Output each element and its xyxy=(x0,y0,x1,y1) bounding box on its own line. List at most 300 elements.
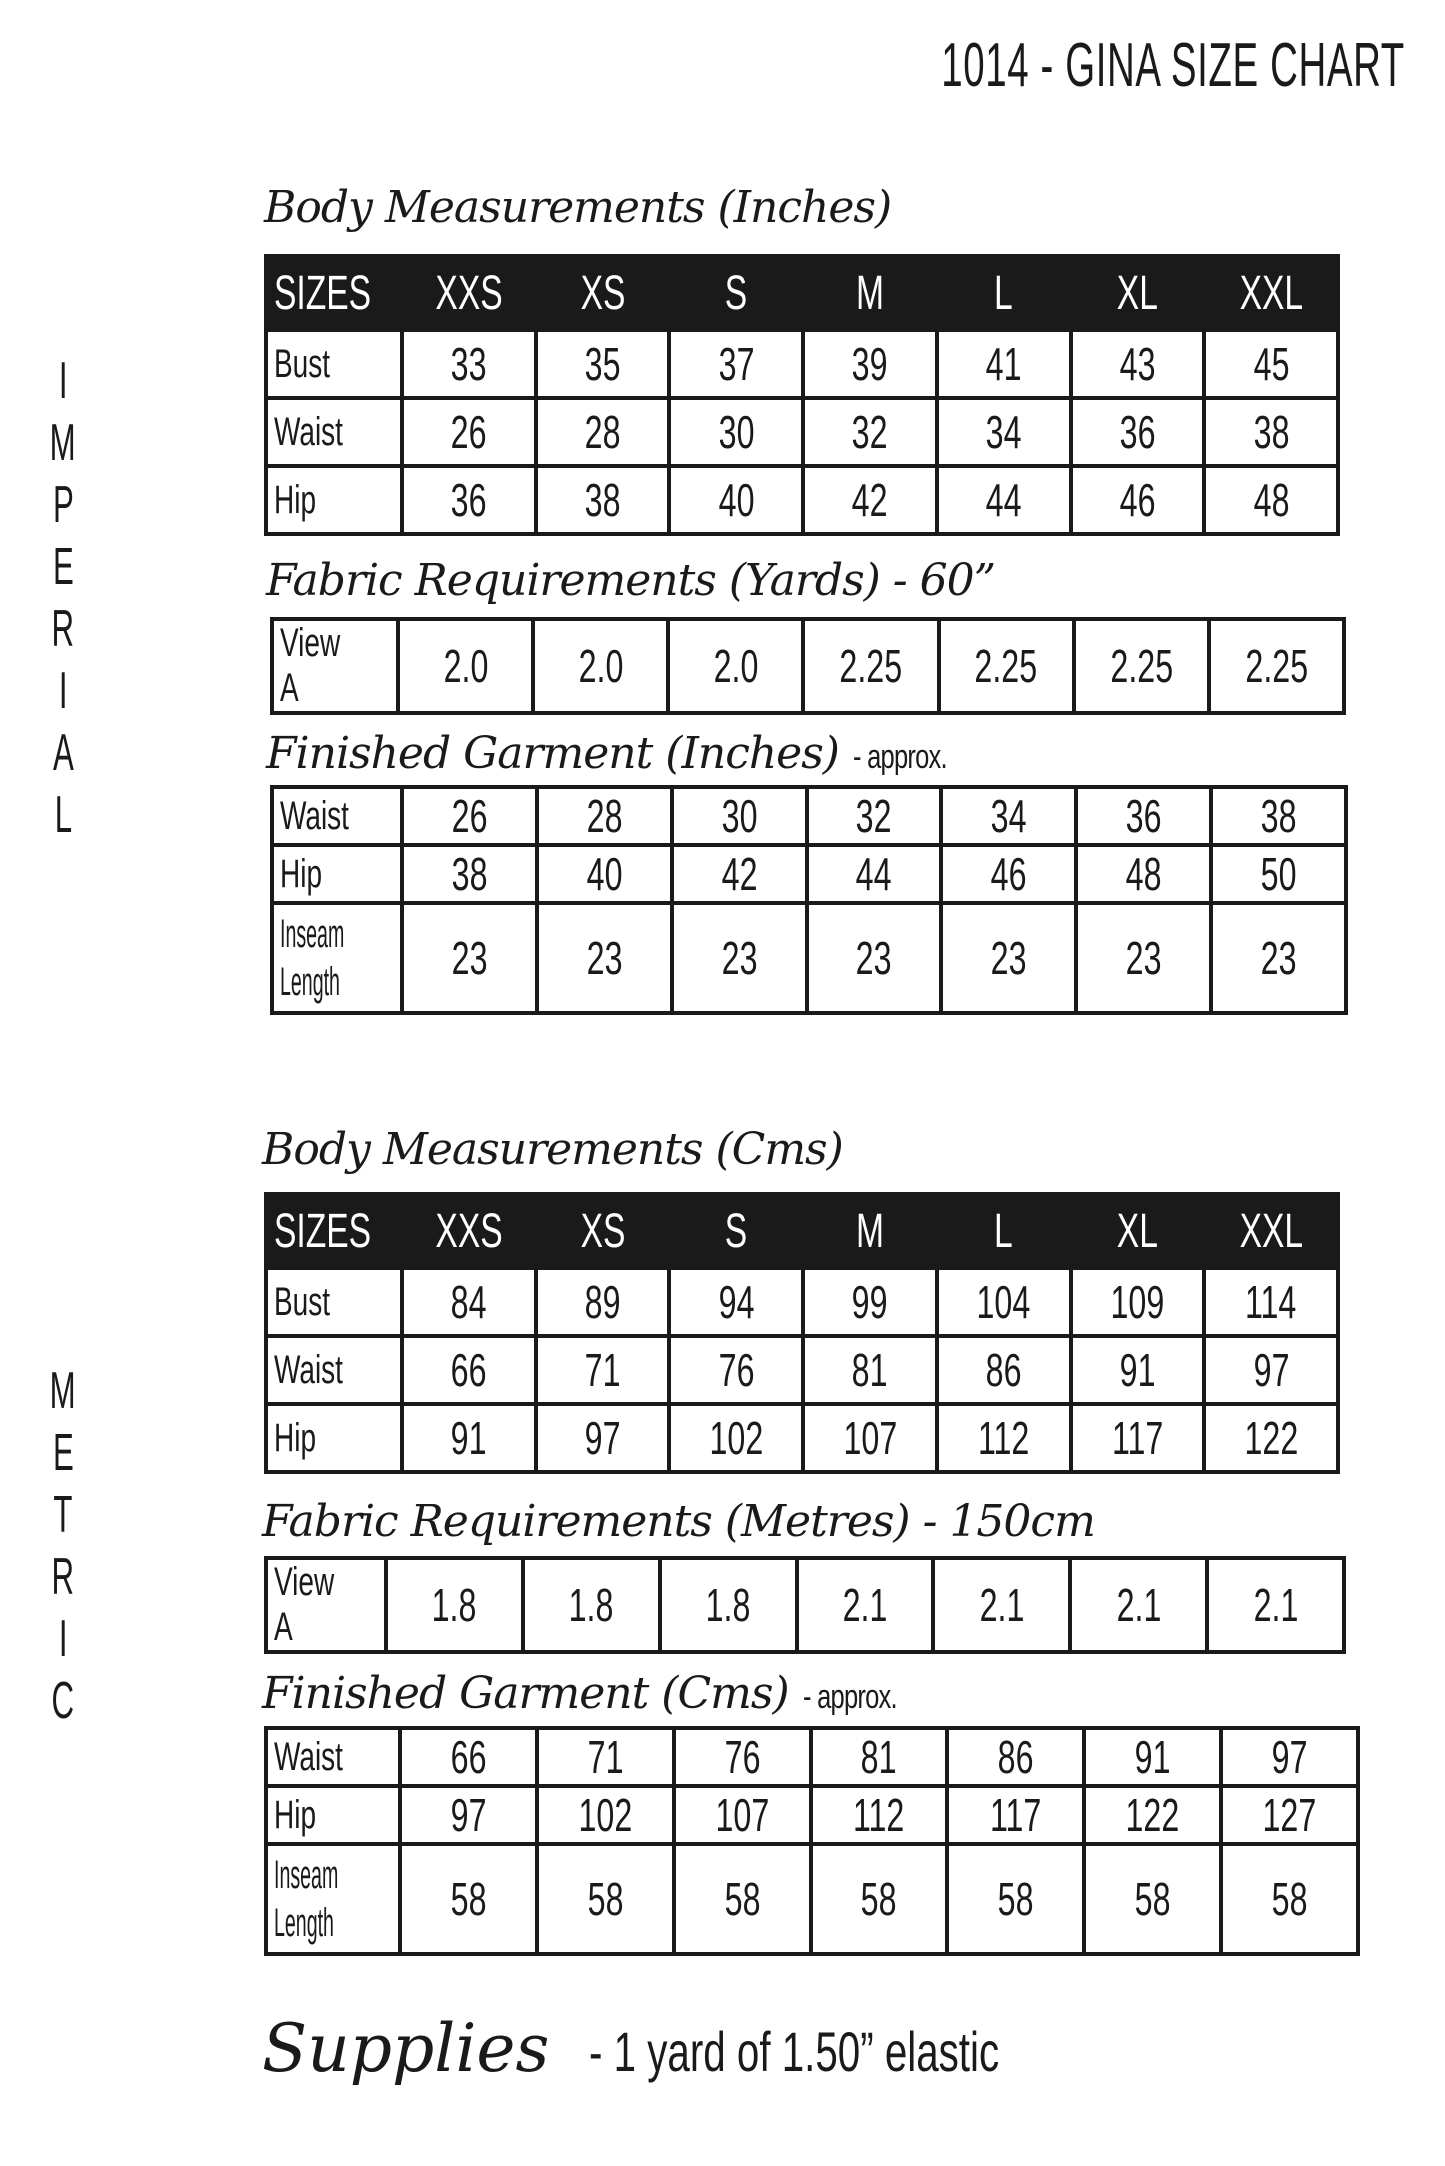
table-row xyxy=(266,466,1338,534)
table-cell xyxy=(803,330,937,398)
cell-text: 2.25 xyxy=(974,640,1038,692)
cell-text: 42 xyxy=(721,848,758,900)
page-title: 1014 - GINA SIZE CHART xyxy=(941,31,1405,100)
table-cell xyxy=(402,1336,536,1404)
table-cell xyxy=(537,1728,674,1786)
cell-text: 30 xyxy=(718,406,755,458)
table-cell xyxy=(807,787,942,845)
cell-text: Hip xyxy=(274,1415,317,1460)
table-cell xyxy=(941,787,1076,845)
cell-text: L xyxy=(994,1204,1014,1258)
cell-text: 58 xyxy=(587,1873,624,1925)
side-letter: P xyxy=(52,476,74,534)
table-cell xyxy=(1070,1558,1207,1652)
cell-text: XXL xyxy=(1239,266,1303,320)
cell-text: 36 xyxy=(1119,406,1156,458)
cell-text: XXS xyxy=(435,266,503,320)
table-cell xyxy=(1074,619,1209,713)
table-cell xyxy=(536,1404,670,1472)
table-cell xyxy=(1211,903,1346,1013)
table-cell xyxy=(536,1268,670,1336)
cell-text: 44 xyxy=(985,474,1022,526)
cell-text: 39 xyxy=(852,338,888,390)
table-cell xyxy=(672,903,807,1013)
table-row xyxy=(266,1268,1338,1336)
cell-text: 1.8 xyxy=(568,1579,614,1631)
cell-text: View A xyxy=(274,1560,335,1649)
metric-fabric-table xyxy=(264,1556,1346,1654)
cell-text: 91 xyxy=(450,1412,487,1464)
cell-text: 86 xyxy=(985,1344,1022,1396)
cell-text: 41 xyxy=(985,338,1022,390)
cell-text: 46 xyxy=(990,848,1027,900)
row-label xyxy=(266,398,402,466)
cell-text: 1.8 xyxy=(705,1579,751,1631)
table-cell xyxy=(807,845,942,903)
cell-text: 50 xyxy=(1260,848,1297,900)
table-cell xyxy=(674,1786,811,1844)
row-label xyxy=(266,330,402,398)
supplies-text: - 1 yard of 1.50” elastic xyxy=(589,2020,1000,2083)
cell-text: Waist xyxy=(274,1734,343,1779)
cell-text: 99 xyxy=(852,1276,888,1328)
cell-text: 35 xyxy=(584,338,621,390)
table-cell xyxy=(797,1558,934,1652)
cell-text: 112 xyxy=(977,1412,1030,1464)
cell-text: 38 xyxy=(584,474,621,526)
cell-text: 91 xyxy=(1119,1344,1156,1396)
table-cell xyxy=(669,1336,803,1404)
cell-text: 32 xyxy=(852,406,888,458)
header-cell xyxy=(266,256,402,330)
table-cell xyxy=(941,845,1076,903)
table-cell xyxy=(933,1558,1070,1652)
cell-text: 37 xyxy=(718,338,755,390)
cell-text: 58 xyxy=(450,1873,487,1925)
table-cell xyxy=(1076,787,1211,845)
table-cell xyxy=(1221,1728,1358,1786)
table-cell xyxy=(803,1336,937,1404)
header-cell xyxy=(669,256,803,330)
row-label xyxy=(272,903,402,1013)
cell-text: Hip xyxy=(274,1792,317,1837)
table-cell xyxy=(660,1558,797,1652)
table-cell xyxy=(937,1268,1071,1336)
header-cell xyxy=(536,256,670,330)
header-cell xyxy=(803,1194,937,1268)
cell-text: Length xyxy=(280,960,340,1004)
row-label xyxy=(266,466,402,534)
cell-text: 1.8 xyxy=(432,1579,477,1631)
cell-text: 102 xyxy=(709,1412,764,1464)
supplies-label: Supplies xyxy=(262,2010,550,2087)
cell-text: 117 xyxy=(1111,1412,1164,1464)
cell-text: 2.1 xyxy=(1253,1579,1298,1631)
row-label xyxy=(266,1336,402,1404)
cell-text: 2.1 xyxy=(979,1579,1025,1631)
table-cell xyxy=(803,466,937,534)
row-label xyxy=(266,1728,400,1786)
cell-text: 48 xyxy=(1125,848,1162,900)
cell-text: 58 xyxy=(1271,1873,1308,1925)
cell-text: XXS xyxy=(435,1204,503,1258)
cell-text: 91 xyxy=(1134,1731,1171,1783)
table-row xyxy=(272,787,1346,845)
header-cell xyxy=(669,1194,803,1268)
table-cell xyxy=(1071,398,1205,466)
cell-text: M xyxy=(855,1204,884,1258)
cell-text: 122 xyxy=(1244,1412,1298,1464)
table-cell xyxy=(533,619,668,713)
metric-body-heading: Body Measurements (Cms) xyxy=(262,1124,843,1175)
cell-text: M xyxy=(855,266,884,320)
table-cell xyxy=(937,330,1071,398)
sizes-header-row xyxy=(266,256,1338,330)
table-cell xyxy=(811,1728,948,1786)
cell-text: 23 xyxy=(451,932,488,984)
cell-text: 107 xyxy=(715,1789,769,1841)
approx-note: - approx. xyxy=(852,738,947,776)
metric-finished-heading xyxy=(262,1668,928,1719)
table-cell xyxy=(537,845,672,903)
row-label xyxy=(272,845,402,903)
table-cell xyxy=(402,787,537,845)
table-cell xyxy=(402,903,537,1013)
cell-text: XXL xyxy=(1239,1204,1303,1258)
cell-text: 76 xyxy=(718,1344,755,1396)
cell-text: 81 xyxy=(861,1731,897,1783)
table-cell xyxy=(1204,1336,1338,1404)
table-cell xyxy=(803,1268,937,1336)
imperial-body-table xyxy=(264,254,1340,536)
cell-text: 84 xyxy=(450,1276,487,1328)
imperial-side-label xyxy=(38,350,88,846)
cell-text: 40 xyxy=(586,848,623,900)
side-letter: I xyxy=(58,662,68,720)
table-cell xyxy=(937,466,1071,534)
cell-text: 28 xyxy=(586,790,623,842)
table-cell xyxy=(386,1558,523,1652)
table-cell xyxy=(402,330,536,398)
cell-text: 43 xyxy=(1119,338,1156,390)
table-cell xyxy=(537,1844,674,1954)
side-letter: M xyxy=(49,414,76,472)
cell-text: 58 xyxy=(861,1873,897,1925)
table-cell xyxy=(1071,1404,1205,1472)
heading-text: Finished Garment (Inches) xyxy=(266,728,839,779)
cell-text: XL xyxy=(1116,266,1158,320)
table-cell xyxy=(811,1786,948,1844)
table-cell xyxy=(1204,398,1338,466)
row-label xyxy=(266,1786,400,1844)
side-letter: M xyxy=(49,1362,76,1420)
cell-text xyxy=(274,1851,366,1947)
cell-text: 46 xyxy=(1119,474,1156,526)
table-cell xyxy=(669,1268,803,1336)
cell-text: Waist xyxy=(274,1347,343,1392)
table-cell xyxy=(1071,330,1205,398)
cell-text: 23 xyxy=(856,932,892,984)
cell-text: 76 xyxy=(724,1731,761,1783)
row-label xyxy=(266,1404,402,1472)
cell-text: Bust xyxy=(274,341,331,386)
cell-text: 109 xyxy=(1110,1276,1165,1328)
side-letter: E xyxy=(52,538,74,596)
cell-text: 127 xyxy=(1262,1789,1317,1841)
header-cell xyxy=(266,1194,402,1268)
cell-text: 97 xyxy=(1271,1731,1308,1783)
cell-text: 89 xyxy=(584,1276,621,1328)
table-cell xyxy=(1071,466,1205,534)
table-row xyxy=(266,1844,1358,1954)
table-cell xyxy=(536,330,670,398)
cell-text: 44 xyxy=(856,848,892,900)
table-cell xyxy=(1084,1844,1221,1954)
header-cell xyxy=(402,1194,536,1268)
table-cell xyxy=(1071,1268,1205,1336)
table-cell xyxy=(939,619,1074,713)
cell-text: Bust xyxy=(274,1279,331,1324)
cell-text: 2.25 xyxy=(839,640,903,692)
table-row xyxy=(266,1336,1338,1404)
cell-text: XS xyxy=(580,1204,625,1258)
table-cell xyxy=(1076,845,1211,903)
table-cell xyxy=(400,1786,537,1844)
row-label xyxy=(266,1558,386,1652)
cell-text: 2.0 xyxy=(578,640,624,692)
table-cell xyxy=(937,398,1071,466)
cell-text: 2.0 xyxy=(443,640,488,692)
cell-text: 23 xyxy=(1260,932,1297,984)
side-letter: I xyxy=(58,1610,68,1668)
sizes-header-row xyxy=(266,1194,1338,1268)
cell-text: 2.0 xyxy=(713,640,759,692)
cell-text: 30 xyxy=(721,790,758,842)
cell-text: 112 xyxy=(853,1789,905,1841)
table-cell xyxy=(811,1844,948,1954)
cell-text: Inseam xyxy=(280,912,345,956)
table-cell xyxy=(1204,1268,1338,1336)
header-cell xyxy=(1071,1194,1205,1268)
table-cell xyxy=(947,1844,1084,1954)
cell-text: 2.1 xyxy=(842,1579,888,1631)
cell-text: 117 xyxy=(990,1789,1042,1841)
table-row xyxy=(266,1404,1338,1472)
supplies-line xyxy=(262,2010,1159,2087)
table-cell xyxy=(672,787,807,845)
table-cell xyxy=(672,845,807,903)
cell-text: 48 xyxy=(1253,474,1290,526)
side-letter: R xyxy=(51,600,75,658)
approx-note: - approx. xyxy=(802,1678,897,1716)
table-cell xyxy=(536,466,670,534)
cell-text xyxy=(280,910,372,1006)
cell-text: 71 xyxy=(584,1344,621,1396)
cell-text: Hip xyxy=(274,477,317,522)
cell-text: 45 xyxy=(1253,338,1290,390)
row-label xyxy=(272,619,398,713)
cell-text: 122 xyxy=(1125,1789,1180,1841)
cell-text: 102 xyxy=(578,1789,633,1841)
table-cell xyxy=(1084,1728,1221,1786)
cell-text: XS xyxy=(580,266,625,320)
imperial-finished-table xyxy=(270,785,1348,1015)
table-cell xyxy=(937,1336,1071,1404)
cell-text: 97 xyxy=(584,1412,621,1464)
table-cell xyxy=(402,1268,536,1336)
cell-text: 86 xyxy=(997,1731,1034,1783)
cell-text: 34 xyxy=(990,790,1027,842)
table-cell xyxy=(674,1728,811,1786)
table-cell xyxy=(1076,903,1211,1013)
table-cell xyxy=(402,398,536,466)
side-letter: L xyxy=(54,786,72,844)
table-cell xyxy=(947,1786,1084,1844)
table-cell xyxy=(537,787,672,845)
cell-text: 38 xyxy=(1260,790,1297,842)
header-cell xyxy=(1204,256,1338,330)
table-cell xyxy=(674,1844,811,1954)
table-cell xyxy=(537,903,672,1013)
side-letter: A xyxy=(52,724,74,782)
cell-text: S xyxy=(725,266,748,320)
cell-text: 94 xyxy=(718,1276,755,1328)
table-cell xyxy=(947,1728,1084,1786)
table-cell xyxy=(669,398,803,466)
cell-text: L xyxy=(994,266,1014,320)
table-cell xyxy=(1221,1786,1358,1844)
cell-text: 26 xyxy=(451,790,488,842)
header-cell xyxy=(1204,1194,1338,1268)
cell-text: 58 xyxy=(997,1873,1034,1925)
cell-text: 34 xyxy=(985,406,1022,458)
header-cell xyxy=(937,256,1071,330)
cell-text: Hip xyxy=(280,851,323,896)
cell-text: 38 xyxy=(451,848,488,900)
cell-text: View A xyxy=(280,621,341,710)
cell-text: 58 xyxy=(724,1873,761,1925)
side-letter: E xyxy=(52,1424,74,1482)
table-row xyxy=(266,330,1338,398)
cell-text: Length xyxy=(274,1901,334,1945)
row-label xyxy=(272,787,402,845)
table-cell xyxy=(523,1558,660,1652)
cell-text: 26 xyxy=(450,406,487,458)
table-cell xyxy=(536,398,670,466)
table-row xyxy=(272,903,1346,1013)
table-cell xyxy=(669,330,803,398)
cell-text: Waist xyxy=(274,409,343,454)
cell-text: Inseam xyxy=(274,1853,339,1897)
side-letter: I xyxy=(58,352,68,410)
cell-text: 2.25 xyxy=(1109,640,1173,692)
table-row xyxy=(266,398,1338,466)
cell-text: 107 xyxy=(843,1412,897,1464)
table-cell xyxy=(1204,466,1338,534)
cell-text: 36 xyxy=(1125,790,1162,842)
table-cell xyxy=(537,1786,674,1844)
table-cell xyxy=(669,1404,803,1472)
table-cell xyxy=(400,1728,537,1786)
table-cell xyxy=(803,1404,937,1472)
table-row xyxy=(266,1728,1358,1786)
table-cell xyxy=(803,398,937,466)
table-cell xyxy=(402,466,536,534)
header-cell xyxy=(803,256,937,330)
side-letter: T xyxy=(53,1486,73,1544)
cell-text: 38 xyxy=(1253,406,1290,458)
cell-text: 97 xyxy=(1253,1344,1290,1396)
cell-text: 28 xyxy=(584,406,621,458)
table-cell xyxy=(941,903,1076,1013)
table-cell xyxy=(1204,330,1338,398)
header-cell xyxy=(937,1194,1071,1268)
imperial-body-heading: Body Measurements (Inches) xyxy=(264,182,892,233)
cell-text: 23 xyxy=(1125,932,1162,984)
metric-fabric-heading: Fabric Requirements (Metres) - 150cm xyxy=(262,1496,1095,1547)
table-cell xyxy=(668,619,803,713)
cell-text: 58 xyxy=(1134,1873,1171,1925)
cell-text: SIZES xyxy=(274,266,372,320)
cell-text: 81 xyxy=(852,1344,888,1396)
table-row xyxy=(266,1558,1344,1652)
metric-finished-table xyxy=(264,1726,1360,1956)
cell-text: 42 xyxy=(852,474,888,526)
table-cell xyxy=(536,1336,670,1404)
cell-text: 71 xyxy=(587,1731,624,1783)
table-cell xyxy=(1209,619,1344,713)
cell-text: 97 xyxy=(450,1789,487,1841)
header-cell xyxy=(1071,256,1205,330)
cell-text: 114 xyxy=(1245,1276,1297,1328)
cell-text: 2.1 xyxy=(1116,1579,1162,1631)
table-row xyxy=(272,845,1346,903)
table-cell xyxy=(402,1404,536,1472)
row-label xyxy=(266,1844,400,1954)
table-cell xyxy=(402,845,537,903)
table-cell xyxy=(803,619,938,713)
row-label xyxy=(266,1268,402,1336)
table-cell xyxy=(807,903,942,1013)
table-cell xyxy=(398,619,533,713)
table-cell xyxy=(1084,1786,1221,1844)
cell-text: 23 xyxy=(990,932,1027,984)
table-row xyxy=(266,1786,1358,1844)
cell-text: S xyxy=(725,1204,748,1258)
cell-text: 40 xyxy=(718,474,755,526)
heading-text: Finished Garment (Cms) xyxy=(262,1668,789,1719)
imperial-fabric-table xyxy=(270,617,1346,715)
cell-text: 32 xyxy=(856,790,892,842)
table-row xyxy=(272,619,1344,713)
table-cell xyxy=(1071,1336,1205,1404)
table-cell xyxy=(937,1404,1071,1472)
cell-text: 33 xyxy=(450,338,487,390)
table-cell xyxy=(1211,787,1346,845)
cell-text: 104 xyxy=(976,1276,1031,1328)
cell-text: 2.25 xyxy=(1245,640,1308,692)
cell-text: Waist xyxy=(280,793,349,838)
metric-body-table xyxy=(264,1192,1340,1474)
table-cell xyxy=(669,466,803,534)
imperial-fabric-heading: Fabric Requirements (Yards) - 60” xyxy=(266,555,996,606)
table-cell xyxy=(1207,1558,1344,1652)
cell-text: XL xyxy=(1116,1204,1158,1258)
table-cell xyxy=(400,1844,537,1954)
header-cell xyxy=(536,1194,670,1268)
cell-text: 23 xyxy=(586,932,623,984)
side-letter: C xyxy=(51,1672,75,1730)
